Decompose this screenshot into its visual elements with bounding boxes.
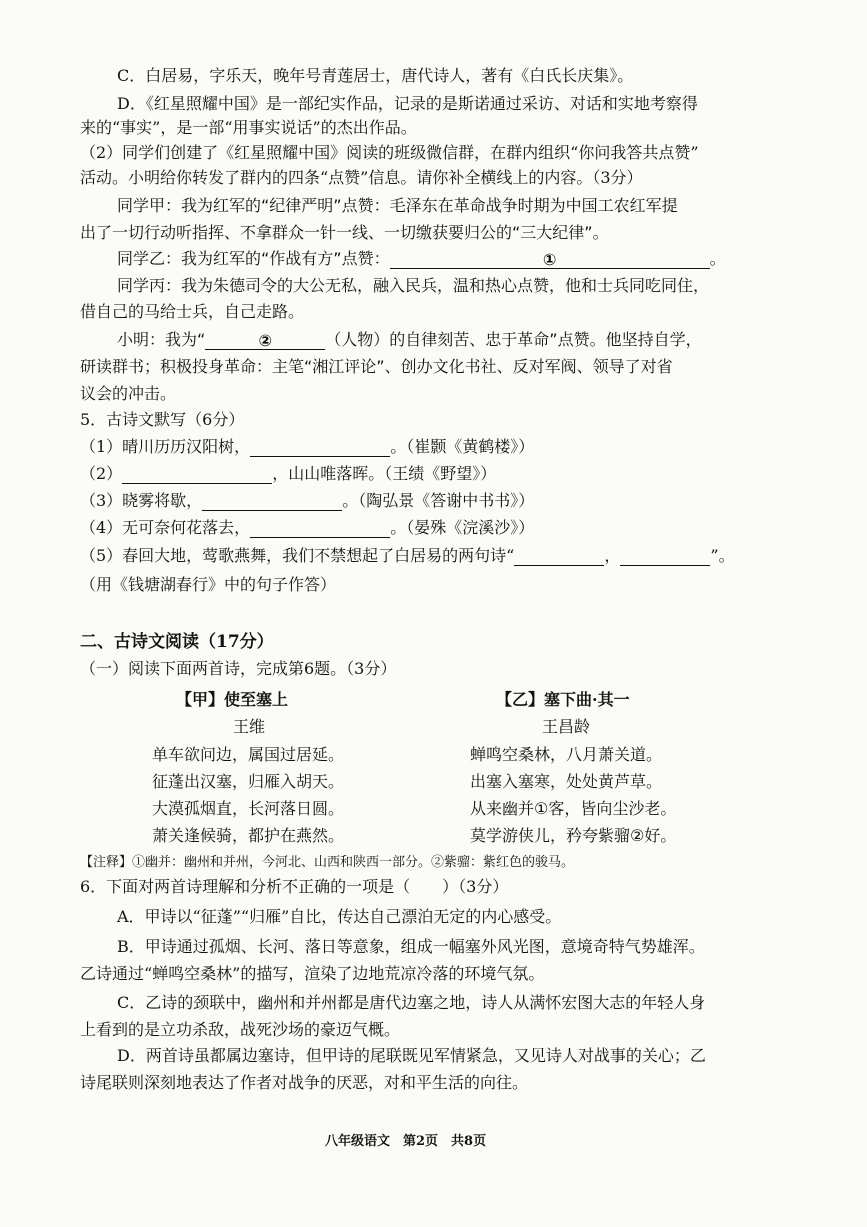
poem-a-author: 王维 (233, 717, 266, 736)
question-5-title: 5．古诗文默写（6分） (80, 410, 245, 429)
poem-a-title: 【甲】使至塞上 (176, 690, 289, 709)
poem-a-line-3: 大漠孤烟直，长河落日圆。 (152, 799, 345, 818)
poem-a-line-2: 征蓬出汉塞，归雁入胡天。 (152, 772, 345, 791)
poem-a-line-1: 单车欲问边，属国过居延。 (152, 745, 345, 764)
xiaoming-line1: 小明：我为“ ② （人物）的自律刻苦、忠于革命”点赞。他坚持自学， (117, 330, 702, 350)
option-c: C．白居易，字乐天，晚年号青莲居士，唐代诗人，著有《白氏长庆集》。 (117, 66, 634, 85)
answer-blank-2[interactable]: ② (205, 331, 325, 350)
q5-blank-5b[interactable] (620, 547, 710, 566)
poem-b-title: 【乙】塞下曲·其一 (496, 690, 630, 709)
q5-blank-1[interactable] (250, 438, 390, 457)
subsection-1-instruction: （一）阅读下面两首诗，完成第6题。（3分） (80, 659, 397, 678)
q6-option-a[interactable]: A．甲诗以“征蓬”“归雁”自比，传达自己漂泊无定的内心感受。 (117, 907, 562, 926)
q5-item-3: （3）晓雾将歇， 。（陶弘景《答谢中书书》） (80, 491, 535, 510)
student-bing-line1: 同学丙：我为朱德司令的大公无私，融入民兵，温和热心点赞，他和士兵同吃同住， (117, 276, 710, 295)
student-yi-line: 同学乙：我为红军的“作战有方”点赞： ① 。 (117, 249, 726, 269)
question-6-stem: 6．下面对两首诗理解和分析不正确的一项是（ ）（3分） (80, 877, 509, 896)
xiaoming-line2: 研读群书；积极投身革命：主笔“湘江评论”、创办文化书社、反对军阀、领导了对省 (80, 357, 673, 376)
xiaoming-line3: 议会的冲击。 (80, 384, 177, 403)
student-bing-line2: 借自己的马给士兵，自己走路。 (80, 302, 305, 321)
q6-option-d-line1[interactable]: D．两首诗虽都属边塞诗，但甲诗的尾联既见军情紧急，又见诗人对战事的关心；乙 (117, 1046, 706, 1065)
q5-blank-5a[interactable] (514, 547, 604, 566)
q5-blank-4[interactable] (250, 519, 390, 538)
q6-option-b-line1[interactable]: B．甲诗通过孤烟、长河、落日等意象，组成一幅塞外风光图，意境奇特气势雄浑。 (117, 937, 705, 956)
q6-option-c-line2: 上看到的是立功杀敌，战死沙场的豪迈气概。 (80, 1020, 401, 1039)
q6-option-d-line2: 诗尾联则深刻地表达了作者对战争的厌恶，对和平生活的向往。 (80, 1073, 529, 1092)
q5-item-2: （2） ，山山唯落晖。（王绩《野望》） (80, 464, 497, 483)
poem-b-line-2: 出塞入塞寒，处处黄芦草。 (470, 772, 663, 791)
option-d-line2: 来的“事实”，是一部“用事实说话”的杰出作品。 (80, 118, 417, 137)
section-2-heading: 二、古诗文阅读（17分） (80, 632, 274, 652)
page-footer: 八年级语文 第2页 共8页 (325, 1134, 487, 1149)
poem-b-line-3: 从来幽并①客，皆向尘沙老。 (470, 799, 677, 818)
q5-item-4: （4）无可奈何花落去， 。（晏殊《浣溪沙》） (80, 518, 535, 537)
student-yi-prefix: 同学乙：我为红军的“作战有方”点赞： (117, 249, 390, 268)
student-jia-line2: 出了一切行动听指挥、不拿群众一针一线、一切缴获要归公的“三大纪律”。 (80, 223, 609, 242)
q5-item-5: （5）春回大地，莺歌燕舞，我们不禁想起了白居易的两句诗“ ， ”。 (80, 546, 735, 565)
q6-option-b-line2: 乙诗通过“蝉鸣空桑林”的描写，渲染了边地荒凉冷落的环境气氛。 (80, 964, 545, 983)
poem-b-line-1: 蝉鸣空桑林，八月萧关道。 (470, 745, 663, 764)
q6-option-c-line1[interactable]: C．乙诗的颈联中，幽州和并州都是唐代边塞之地，诗人从满怀宏图大志的年轻人身 (117, 993, 706, 1012)
annotation-note: 【注释】①幽并：幽州和并州，今河北、山西和陕西一部分。②紫骝：紫红色的骏马。 (80, 855, 575, 870)
q5-blank-3[interactable] (202, 492, 342, 511)
poem-b-author: 王昌龄 (542, 717, 591, 736)
q5-blank-2[interactable] (122, 465, 272, 484)
question-2-line2: 活动。小明给你转发了群内的四条“点赞”信息。请你补全横线上的内容。（3分） (80, 168, 643, 187)
q5-item-5-note: （用《钱塘湖春行》中的句子作答） (80, 575, 337, 594)
answer-blank-1[interactable]: ① (390, 250, 710, 269)
q5-item-1: （1）晴川历历汉阳树， 。（崔颢《黄鹤楼》） (80, 437, 535, 456)
poem-b-line-4: 莫学游侠儿，矜夸紫骝②好。 (470, 826, 677, 845)
student-jia-line1: 同学甲：我为红军的“纪律严明”点赞：毛泽东在革命战争时期为中国工农红军提 (117, 196, 678, 215)
question-2-line1: （2）同学们创建了《红星照耀中国》阅读的班级微信群，在群内组织“你问我答共点赞” (80, 143, 699, 162)
poem-a-line-4: 萧关逢候骑，都护在燕然。 (152, 826, 345, 845)
option-d-line1: D．《红星照耀中国》是一部纪实作品，记录的是斯诺通过采访、对话和实地考察得 (117, 94, 698, 113)
